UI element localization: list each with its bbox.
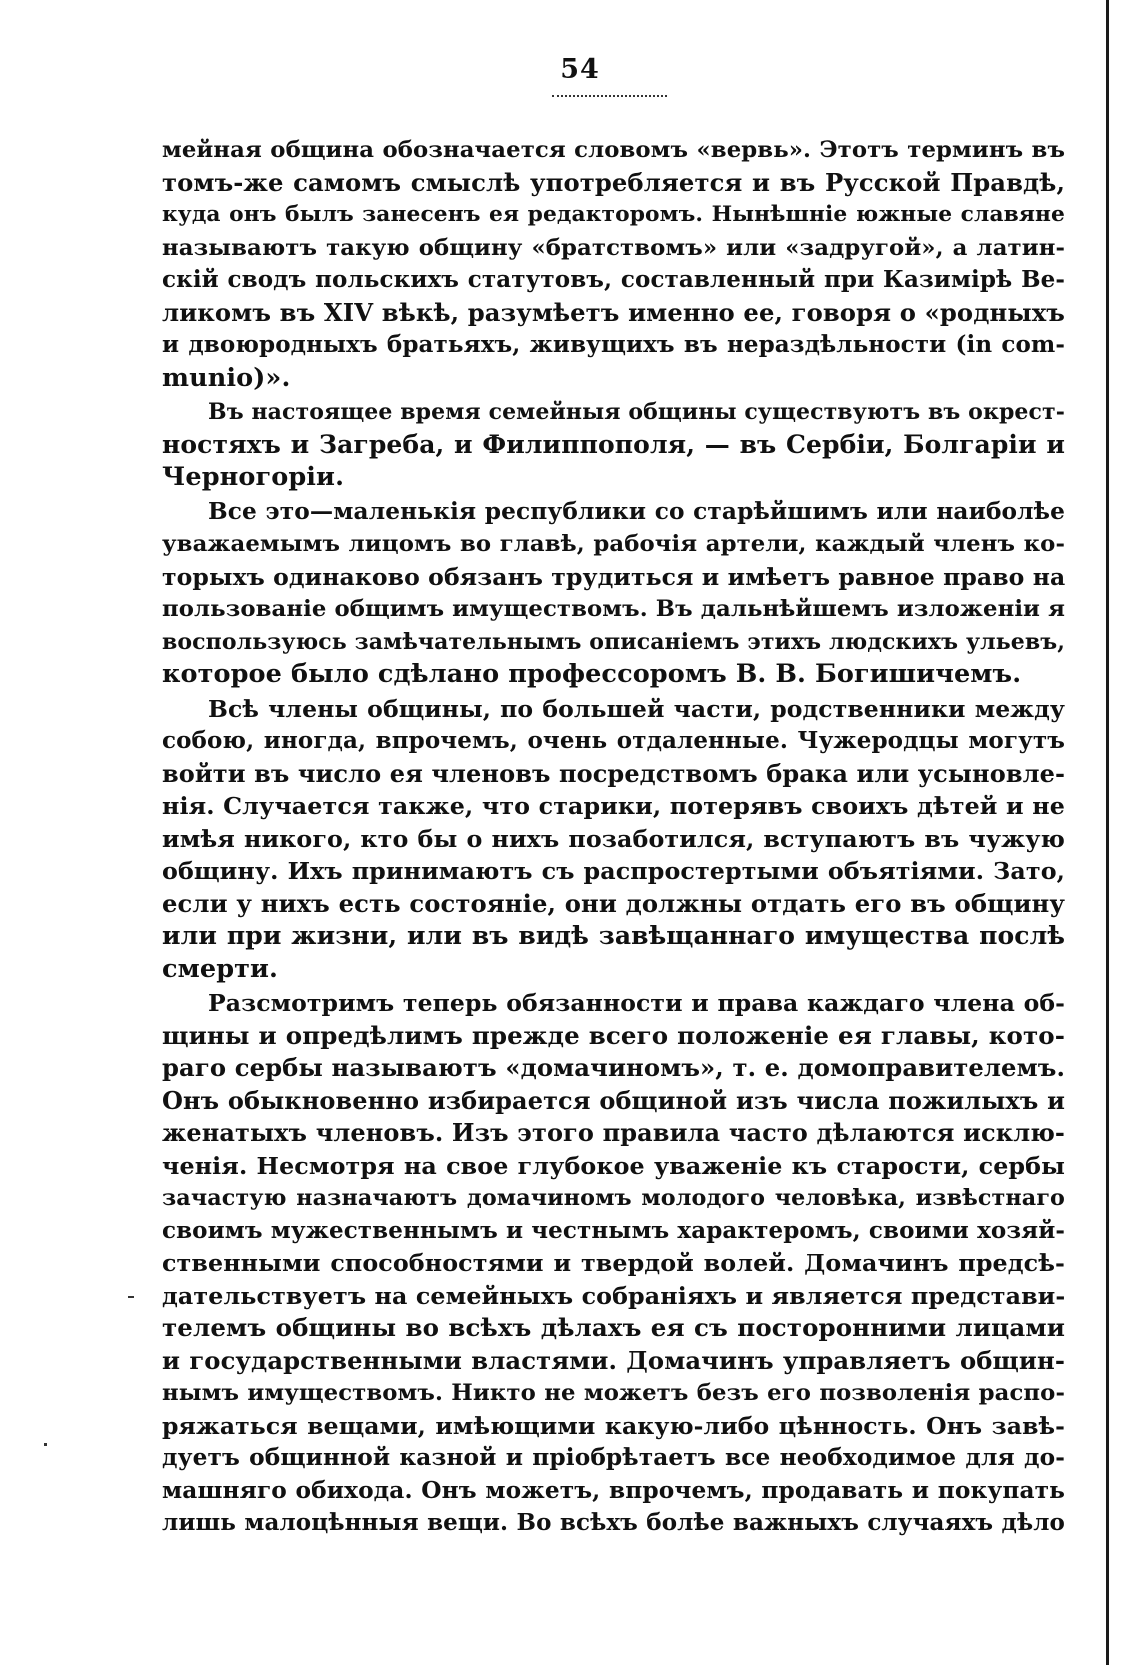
- text-line: женатыхъ членовъ. Изъ этого правила часто дѣлаются исклю-: [162, 1118, 1065, 1147]
- text-line: имѣя никого, кто бы о нихъ позаботился, вступаютъ въ чужую: [162, 824, 1065, 853]
- text-line: уважаемымъ лицомъ во главѣ, рабочія артели, каждый членъ ко-: [162, 531, 1065, 557]
- text-line: телемъ общины во всѣхъ дѣлахъ ея съ посторонними лицами: [162, 1313, 1065, 1342]
- body-text: [162, 134, 1065, 1540]
- text-line: дуетъ общинной казной и пріобрѣтаетъ все необходимое для до-: [162, 1444, 1065, 1471]
- text-line: торыхъ одинаково обязанъ трудиться и имѣетъ равное право на: [162, 562, 1065, 591]
- text-line: щины и опредѣлимъ прежде всего положеніе ея главы, кото-: [162, 1020, 1065, 1050]
- text-line: войти въ число ея членовъ посредствомъ брака или усыновле-: [162, 758, 1065, 788]
- text-line: и государственными властями. Домачинъ управляетъ общин-: [162, 1345, 1065, 1375]
- text-line: нія. Случается также, что старики, потерявъ своихъ дѣтей и не: [162, 792, 1065, 820]
- text-line: дательствуетъ на семейныхъ собраніяхъ и является представи-: [162, 1281, 1065, 1310]
- page-number: 54: [560, 54, 600, 85]
- text-line: машняго обихода. Онъ можетъ, впрочемъ, продавать и покупать: [162, 1476, 1065, 1504]
- text-line: которое было сдѣлано профессоромъ В. В. Богишичемъ.: [162, 659, 1022, 689]
- text-line: своимъ мужественнымъ и честнымъ характеромъ, своими хозяй-: [162, 1216, 1065, 1244]
- text-line: пользованіе общимъ имуществомъ. Въ дальнѣйшемъ изложеніи я: [162, 596, 1065, 622]
- text-line: называютъ такую общину «братствомъ» или «задругой», а латин-: [162, 234, 1065, 261]
- text-line: томъ-же самомъ смыслѣ употребляется и въ Русской Правдѣ,: [162, 167, 1065, 197]
- text-line: зачастую назначаютъ домачиномъ молодого человѣка, извѣстнаго: [162, 1185, 1065, 1211]
- text-line: ностяхъ и Загреба, и Филиппополя, — въ Сербіи, Болгаріи и: [162, 429, 1065, 459]
- text-line: если у нихъ есть состояніе, они должны отдать его въ общину: [162, 888, 1065, 918]
- text-line: собою, иногда, впрочемъ, очень отдаленные. Чужеродцы могутъ: [162, 727, 1065, 754]
- text-line: ственными способностями и твердой волей. Домачинъ предсѣ-: [162, 1249, 1065, 1277]
- text-line: смерти.: [162, 953, 279, 984]
- text-line: Разсмотримъ теперь обязанности и права каждаго члена об-: [208, 989, 1065, 1017]
- text-line: ряжаться вещами, имѣющими какую-либо цѣнность. Онъ завѣ-: [162, 1411, 1065, 1440]
- text-line: общину. Ихъ принимаютъ съ распростертыми объятіями. Зато,: [162, 857, 1065, 885]
- text-line: Все это—маленькія республики со старѣйшимъ или наиболѣе: [208, 497, 1065, 525]
- page-number-rule: [552, 95, 667, 97]
- text-line: ликомъ въ XIV вѣкѣ, разумѣетъ именно ее, говоря о «родныхъ: [162, 297, 1065, 327]
- text-line: и двоюродныхъ братьяхъ, живущихъ въ нераздѣльности (in com-: [162, 331, 1065, 358]
- text-line: мейная община обозначается словомъ «вервь». Этотъ терминъ въ: [162, 137, 1065, 163]
- text-line: нымъ имуществомъ. Никто не можетъ безъ его позволенія распо-: [162, 1380, 1065, 1406]
- text-line: раго сербы называютъ «домачиномъ», т. е. домоправителемъ.: [162, 1053, 1065, 1082]
- text-line: Черногоріи.: [162, 462, 345, 492]
- margin-speck: [128, 1296, 134, 1298]
- page-edge-rule: [1106, 0, 1109, 1665]
- text-line: munio)».: [162, 362, 291, 393]
- text-line: куда онъ былъ занесенъ ея редакторомъ. Нынѣшніе южные славяне: [162, 202, 1065, 227]
- text-line: лишь малоцѣнныя вещи. Во всѣхъ болѣе важныхъ случаяхъ дѣло: [162, 1509, 1065, 1536]
- text-line: Въ настоящее время семейныя общины существуютъ въ окрест-: [208, 399, 1065, 425]
- text-line: Онъ обыкновенно избирается общиной изъ числа пожилыхъ и: [162, 1085, 1065, 1115]
- text-line: или при жизни, или въ видѣ завѣщаннаго имущества послѣ: [162, 921, 1065, 950]
- text-line: воспользуюсь замѣчательнымъ описаніемъ этихъ людскихъ ульевъ,: [162, 628, 1065, 655]
- margin-speck: [44, 1443, 47, 1446]
- text-line: скій сводъ польскихъ статутовъ, составленный при Казимірѣ Ве-: [162, 266, 1065, 293]
- text-line: ченія. Несмотря на свое глубокое уваженіе къ старости, сербы: [162, 1151, 1065, 1180]
- text-line: Всѣ члены общины, по большей части, родственники между: [208, 694, 1065, 723]
